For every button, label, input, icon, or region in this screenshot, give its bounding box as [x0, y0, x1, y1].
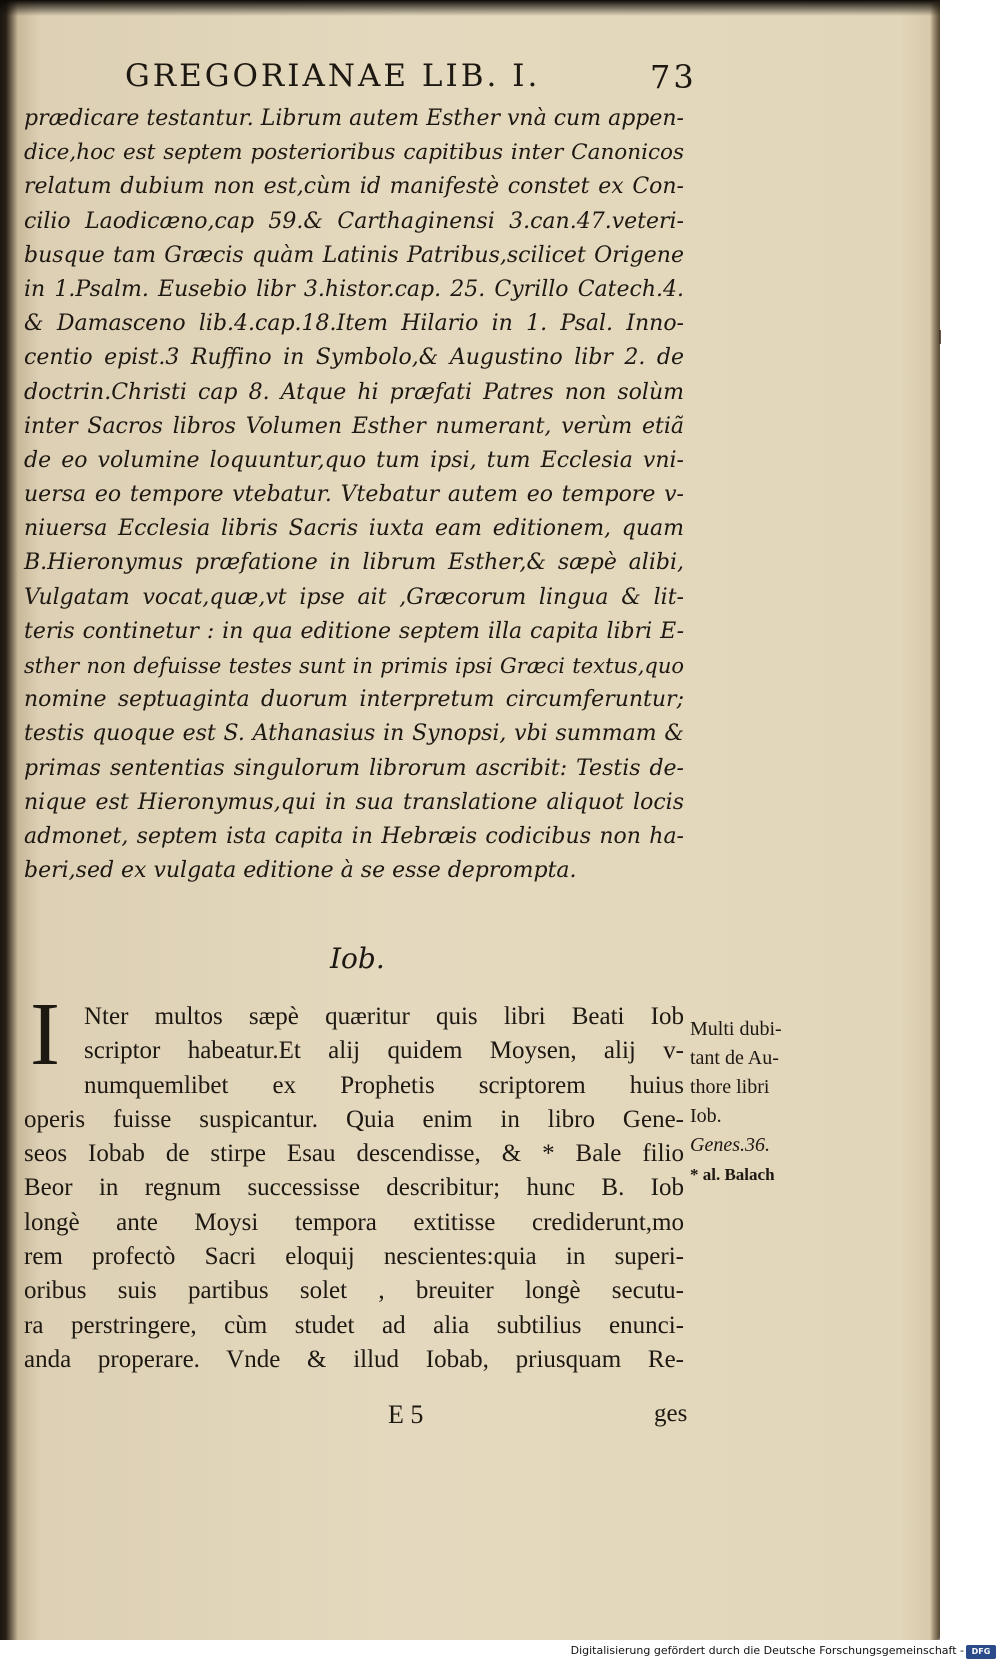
text-line: busque tam Græcis quàm Latinis Patribus,scilicet Origene	[24, 242, 684, 268]
text-line: in 1.Psalm. Eusebio libr 3.histor.cap. 25. Cyrillo Catech.4.	[24, 276, 684, 302]
page-speck	[939, 330, 941, 344]
text-line: operis fuisse suspicantur. Quia enim in libro Gene-	[24, 1105, 684, 1133]
text-line: sther non defuisse testes sunt in primis ipsi Græci textus,quo	[24, 654, 684, 678]
catchword: ges	[654, 1400, 688, 1427]
text-line: niuersa Ecclesia libris Sacris iuxta eam editionem, quam	[24, 516, 684, 542]
text-line: primas sententias singulorum librorum ascribit: Testis de-	[24, 755, 684, 781]
text-line: Vulgatam vocat,quæ,vt ipse ait ,Græcorum lingua & lit-	[24, 584, 684, 610]
text-line: nique est Hieronymus,qui in sua translatione aliquot locis	[24, 789, 684, 815]
digitization-credit: Digitalisierung gefördert durch die Deutsche Forschungsgemeinschaft -	[570, 1644, 964, 1657]
roman-paragraph	[24, 1000, 684, 1377]
margin-note-line: Multi dubi-	[690, 1018, 782, 1040]
running-title: GREGORIANAE LIB. I.	[125, 58, 541, 94]
text-line: uersa eo tempore vtebatur. Vtebatur autem eo tempore v-	[24, 482, 684, 508]
text-line: anda properare. Vnde & illud Iobab, priusquam Re-	[24, 1345, 684, 1373]
section-heading: Iob.	[330, 942, 385, 975]
text-line: & Damasceno lib.4.cap.18.Item Hilario in 1. Psal. Inno-	[24, 311, 684, 337]
margin-note-line: thore libri	[690, 1076, 770, 1098]
page-top-edge-shadow	[0, 0, 940, 16]
dfg-logo: DFG	[966, 1645, 996, 1659]
signature-mark: E 5	[388, 1400, 424, 1429]
text-line: numquemlibet ex Prophetis scriptorem huius	[84, 1071, 684, 1099]
margin-note-line: tant de Au-	[690, 1047, 779, 1069]
italic-paragraph	[24, 102, 684, 888]
text-line: Beor in regnum successisse describitur; hunc B. Iob	[24, 1174, 684, 1202]
text-line: Nter multos sæpè quæritur quis libri Beati Iob	[84, 1003, 684, 1030]
text-line: doctrin.Christi cap 8. Atque hi præfati Patres non solùm	[24, 379, 684, 405]
text-line: centio epist.3 Ruffino in Symbolo,& Augustino libr 2. de	[24, 345, 684, 371]
drop-cap-initial: I	[30, 985, 60, 1084]
text-line: rem profectò Sacri eloquij nescientes:quia in superi-	[24, 1243, 684, 1271]
margin-note-line: * al. Balach	[690, 1165, 775, 1184]
text-line: nomine septuaginta duorum interpretum circumferuntur;	[24, 687, 684, 713]
margin-note-line: Iob.	[690, 1105, 722, 1127]
text-line: relatum dubium non est,cùm id manifestè constet ex Con-	[24, 174, 684, 200]
text-line: longè ante Moysi tempora extitisse crediderunt,mo	[24, 1208, 684, 1236]
text-line: inter Sacros libros Volumen Esther numerant, verùm etiã	[24, 413, 684, 439]
margin-notes	[690, 1015, 840, 1189]
text-line: teris continetur : in qua editione septem illa capita libri E-	[24, 618, 684, 644]
text-line: beri,sed ex vulgata editione à se esse deprompta.	[24, 858, 577, 884]
text-line: oribus suis partibus solet , breuiter longè secutu-	[24, 1277, 684, 1305]
text-line: testis quoque est S. Athanasius in Synopsi, vbi summam &	[24, 721, 684, 747]
text-line: B.Hieronymus præfatione in librum Esther,& sæpè alibi,	[24, 550, 684, 576]
text-line: dice,hoc est septem posterioribus capitibus inter Canonicos	[24, 140, 684, 166]
text-line: cilio Laodicæno,cap 59.& Carthaginensi 3.can.47.veteri-	[24, 208, 684, 234]
page-number: 73	[650, 58, 697, 96]
margin-note-line: Genes.36.	[690, 1134, 770, 1156]
text-line: seos Iobab de stirpe Esau descendisse, & * Bale filio	[24, 1140, 684, 1168]
text-line: ra perstringere, cùm studet ad alia subtilius enunci-	[24, 1311, 684, 1339]
text-line: prædicare testantur. Librum autem Esther vnà cum appen-	[24, 106, 684, 131]
text-line: de eo volumine loquuntur,quo tum ipsi, tum Ecclesia vni-	[24, 447, 684, 473]
text-line: scriptor habeatur.Et alij quidem Moysen, alij v-	[84, 1037, 684, 1065]
text-line: admonet, septem ista capita in Hebræis codicibus non ha-	[24, 823, 684, 849]
